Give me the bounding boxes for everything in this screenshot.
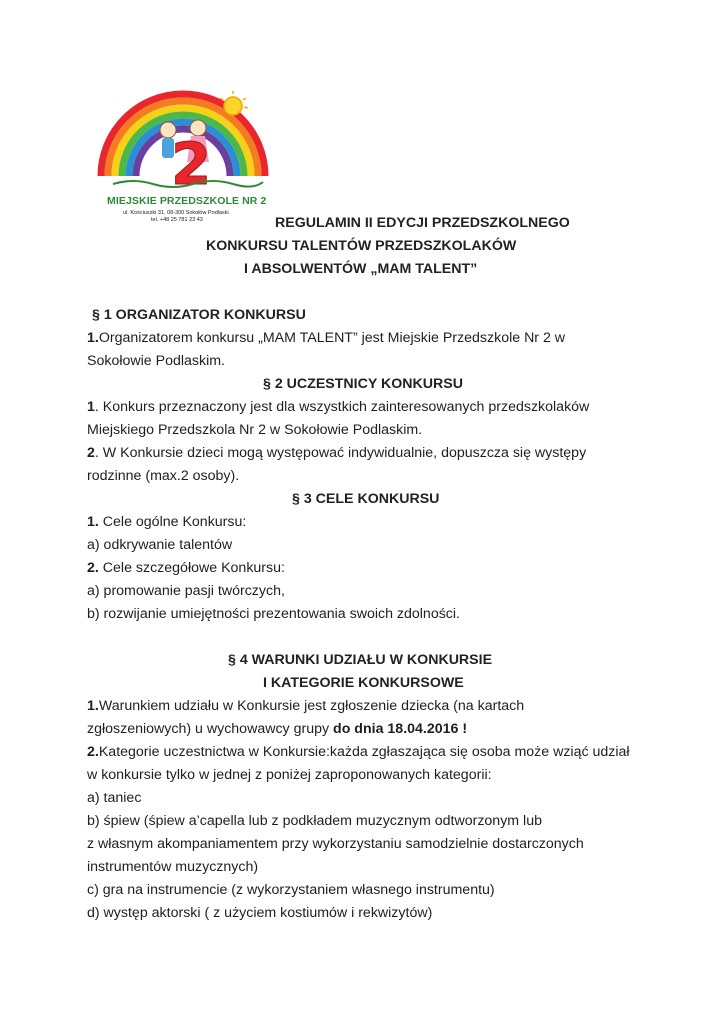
category-singing-cont-1: z własnym akompaniamentem przy wykorzystaniu samodzielnie dostarczonych — [87, 836, 584, 852]
logo-phone: tel. +48 25 781 23 43 — [151, 217, 203, 223]
category-dance: a) taniec — [87, 790, 142, 806]
section-2-item-2: 2. W Konkursie dzieci mogą występować indywidualnie, dopuszcza się występy — [87, 445, 587, 461]
logo-school-name: MIEJSKIE PRZEDSZKOLE NR 2 — [107, 195, 267, 207]
section-1-heading: § 1 ORGANIZATOR KONKURSU — [92, 307, 306, 323]
title-line-3: I ABSOLWENTÓW „MAM TALENT” — [244, 261, 478, 277]
category-instrument: c) gra na instrumencie (z wykorzystaniem własnego instrumentu) — [87, 882, 495, 898]
rainbow-logo-graphic — [93, 88, 273, 198]
category-acting: d) występ aktorski ( z użyciem kostiumów i rekwizytów) — [87, 905, 433, 921]
section-2-item-1-cont: Miejskiego Przedszkola Nr 2 w Sokołowie Podlaskim. — [87, 422, 423, 438]
title-line-1: REGULAMIN II EDYCJI PRZEDSZKOLNEGO — [275, 215, 570, 231]
category-singing: b) śpiew (śpiew a’capella lub z podkładem muzycznym odtworzonym lub — [87, 813, 542, 829]
section-1-paragraph-cont: Sokołowie Podlaskim. — [87, 353, 225, 369]
section-2-item-1: 1. Konkurs przeznaczony jest dla wszystkich zainteresowanych przedszkolaków — [87, 399, 590, 415]
preschool-logo — [93, 88, 273, 228]
section-2-item-2-cont: rodzinne (max.2 osoby). — [87, 468, 240, 484]
section-3-item-2: 2. Cele szczegółowe Konkursu: — [87, 560, 285, 576]
deadline-date: do dnia 18.04.2016 ! — [333, 721, 468, 737]
title-line-2: KONKURSU TALENTÓW PRZEDSZKOLAKÓW — [206, 238, 517, 254]
section-4-item-2-cont: w konkursie tylko w jednej z poniżej zaproponowanych kategorii: — [87, 767, 492, 783]
section-3-item-2a: a) promowanie pasji twórczych, — [87, 583, 285, 599]
category-singing-cont-2: instrumentów muzycznych) — [87, 859, 259, 875]
logo-address: ul. Kościuszki 31, 08-300 Sokołów Podlaski — [123, 210, 229, 216]
numeral-two: 2 — [171, 130, 212, 198]
section-4-item-1: 1.Warunkiem udziału w Konkursie jest zgłoszenie dziecka (na kartach — [87, 698, 525, 714]
section-4-subheading: I KATEGORIE KONKURSOWE — [263, 675, 464, 691]
section-3-item-1a: a) odkrywanie talentów — [87, 537, 233, 553]
section-3-heading: § 3 CELE KONKURSU — [292, 491, 440, 507]
section-1-paragraph: 1.Organizatorem konkursu „MAM TALENT” jest Miejskie Przedszkole Nr 2 w — [87, 330, 566, 346]
section-4-heading: § 4 WARUNKI UDZIAŁU W KONKURSIE — [228, 652, 493, 668]
section-3-item-1: 1. Cele ogólne Konkursu: — [87, 514, 247, 530]
section-2-heading: § 2 UCZESTNICY KONKURSU — [263, 376, 463, 392]
section-4-item-1-cont: zgłoszeniowych) u wychowawcy grupy do dnia 18.04.2016 ! — [87, 721, 468, 737]
section-4-item-2: 2.Kategorie uczestnictwa w Konkursie:każda zgłaszająca się osoba może wziąć udział — [87, 744, 630, 760]
section-3-item-2b: b) rozwijanie umiejętności prezentowania swoich zdolności. — [87, 606, 460, 622]
